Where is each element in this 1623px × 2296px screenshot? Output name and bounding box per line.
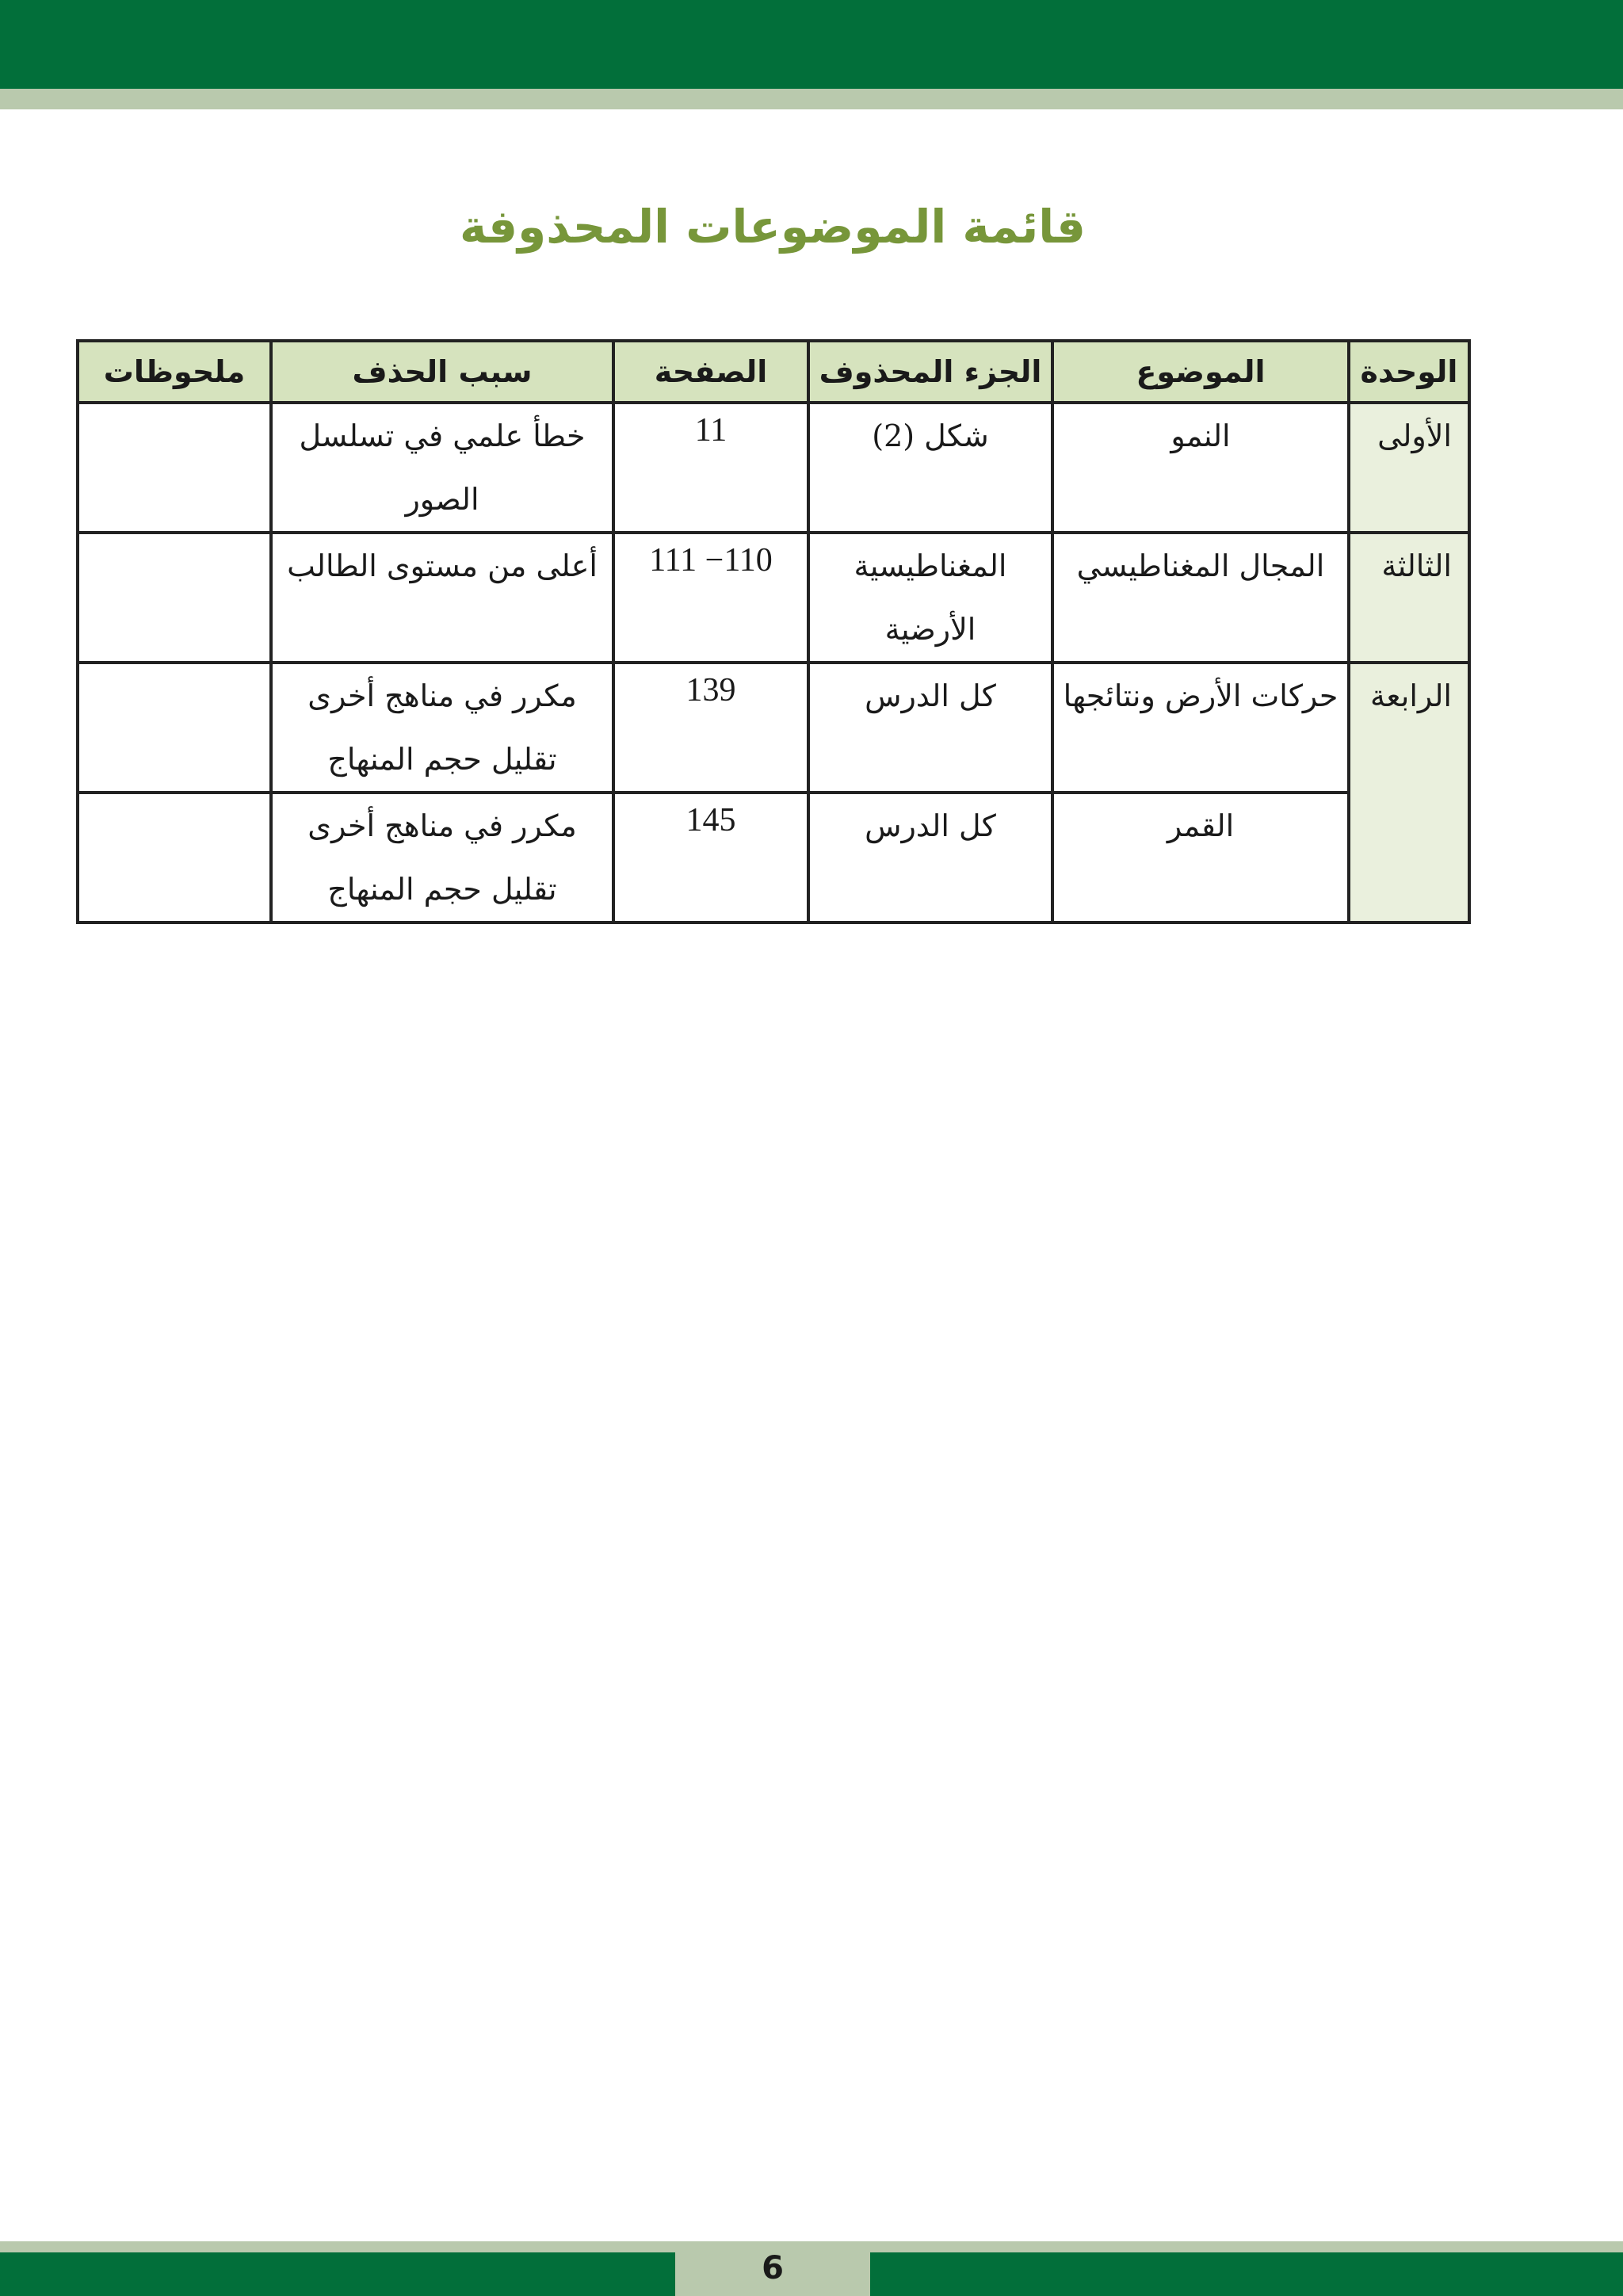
cell-page: 11 <box>613 403 808 533</box>
header-band <box>0 0 1623 89</box>
cell-topic: القمر <box>1052 793 1349 923</box>
page-number: 6 <box>675 2241 870 2296</box>
cell-notes <box>78 663 271 793</box>
cell-notes <box>78 793 271 923</box>
cell-unit: الرابعة <box>1349 663 1469 923</box>
footer-band-left <box>0 2252 675 2296</box>
cell-reason: أعلى من مستوى الطالب <box>271 533 613 663</box>
cell-topic: حركات الأرض ونتائجها <box>1052 663 1349 793</box>
deleted-topics-table <box>76 339 1471 924</box>
page-title: قائمة الموضوعات المحذوفة <box>459 200 1086 254</box>
cell-notes <box>78 403 271 533</box>
header-page: الصفحة <box>613 341 808 403</box>
table-header-row <box>78 341 1469 403</box>
cell-page: 145 <box>613 793 808 923</box>
header-notes: ملحوظات <box>78 341 271 403</box>
header-unit: الوحدة <box>1349 341 1469 403</box>
table-row <box>78 533 1469 663</box>
table-row <box>78 663 1469 793</box>
cell-reason: مكرر في مناهج أخرى تقليل حجم المنهاج <box>271 793 613 923</box>
table-row <box>78 403 1469 533</box>
table-row <box>78 793 1469 923</box>
footer-band-right <box>870 2252 1623 2296</box>
cell-reason: مكرر في مناهج أخرى تقليل حجم المنهاج <box>271 663 613 793</box>
cell-deleted-part: كل الدرس <box>808 793 1052 923</box>
cell-unit: الثالثة <box>1349 533 1469 663</box>
cell-deleted-part: كل الدرس <box>808 663 1052 793</box>
header-stripe <box>0 89 1623 109</box>
cell-topic: النمو <box>1052 403 1349 533</box>
cell-reason: خطأ علمي في تسلسل الصور <box>271 403 613 533</box>
header-reason: سبب الحذف <box>271 341 613 403</box>
header-deleted-part: الجزء المحذوف <box>808 341 1052 403</box>
cell-topic: المجال المغناطيسي <box>1052 533 1349 663</box>
cell-deleted-part: المغناطيسية الأرضية <box>808 533 1052 663</box>
cell-page: 139 <box>613 663 808 793</box>
cell-deleted-part: شكل (2) <box>808 403 1052 533</box>
cell-unit: الأولى <box>1349 403 1469 533</box>
header-topic: الموضوع <box>1052 341 1349 403</box>
cell-notes <box>78 533 271 663</box>
cell-page: 110− 111 <box>613 533 808 663</box>
